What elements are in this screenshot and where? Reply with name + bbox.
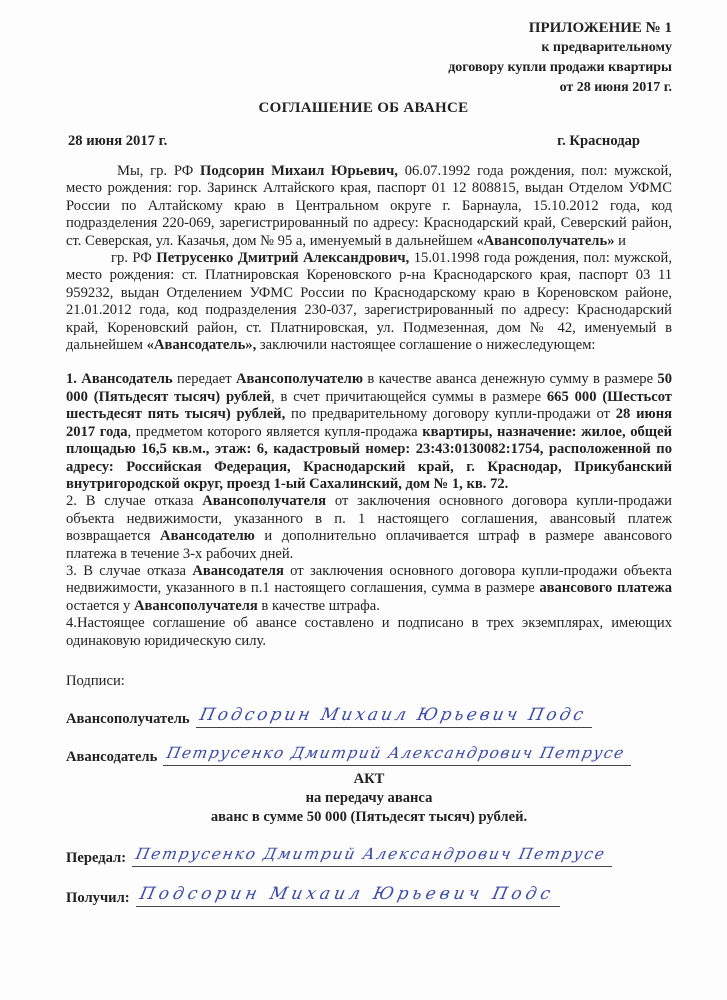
appendix-number: ПРИЛОЖЕНИЕ № 1: [528, 20, 672, 36]
text: авансового платежа: [539, 580, 673, 597]
text: Авансодателя: [192, 562, 284, 579]
document-city: г. Краснодар: [557, 133, 640, 149]
appendix-date: от 28 июня 2017 г.: [559, 80, 672, 95]
act-block: [66, 770, 672, 827]
clause-2: [66, 493, 672, 563]
transferred-signature-line: [132, 843, 612, 867]
text: Авансополучателя: [134, 597, 258, 614]
text: 1.: [66, 371, 82, 388]
text: заключили настоящее соглашение о нижеследующем:: [256, 337, 596, 354]
party-2-name: Петрусенко Дмитрий Александрович,: [156, 250, 410, 267]
text: в качестве аванса денежную сумму в размере: [363, 371, 658, 388]
act-subtitle: на передачу аванса: [305, 789, 433, 806]
text: 2. В случае отказа: [66, 493, 203, 510]
text: остается у: [66, 597, 134, 614]
text: Авансополучателю: [235, 371, 363, 388]
party-2-paragraph: [66, 250, 672, 354]
transferred-signature-row: [66, 843, 672, 867]
text: Мы, гр. РФ: [117, 163, 201, 179]
text: 15.01.1998 года рождения, пол: мужской, место рождения: ст. Платнировская Кореновского р-на Краснодарского края, паспорт 03 11 959232, выдан Отделением УФМС России по Краснодарскому краю в Кореновском районе, 21.01.2012 года, код подразделения 230-037, зарегистрированный по адресу: Краснодарский край, Кореновский район, ст. Платнировская, ул. Подмезенная, дом № 42, именуемый в дальнейшем: [66, 250, 673, 354]
text: Авансополучателя: [202, 493, 327, 510]
text: Авансодатель: [81, 371, 173, 388]
party-1-paragraph: [66, 163, 672, 250]
transferred-label: Передал:: [66, 849, 127, 866]
contract-date: 28 июня 2017 года: [66, 406, 673, 440]
document-title: СОГЛАШЕНИЕ ОБ АВАНСЕ: [258, 100, 469, 116]
document-date: 28 июня 2017 г.: [68, 133, 168, 149]
clause-3: [66, 563, 672, 615]
text: по предварительному договору купли-продажи от: [285, 406, 616, 423]
signatures-label: Подписи:: [66, 672, 125, 689]
act-title: АКТ: [353, 770, 385, 787]
text: , в счет причитающейся суммы в размере: [271, 388, 547, 405]
received-signature-row: [66, 883, 672, 907]
text: и: [614, 232, 626, 249]
recipient-signature-row: [66, 704, 672, 728]
text: от заключения основного договора купли-продажи объекта недвижимости, указанного в п.1 настоящего соглашения, сумма в размере: [66, 562, 672, 597]
appendix-header: [448, 18, 672, 98]
advance-amount: 50 000 (Пятьдесят тысяч) рублей: [66, 371, 673, 405]
document-flow: [66, 163, 672, 907]
party-2-role: «Авансодатель»,: [146, 337, 257, 354]
recipient-signature-line: [196, 704, 592, 728]
received-signature: Подсорин Михаил Юрьевич Подс: [137, 883, 556, 904]
text: 3. В случае отказа: [66, 562, 193, 579]
text: Авансодателю: [160, 528, 255, 545]
party-1-role: «Авансополучатель»: [476, 232, 615, 249]
giver-signature: Петрусенко Дмитрий Александрович Петрусе: [165, 743, 628, 762]
giver-signature-row: [66, 742, 672, 766]
giver-label: Авансодатель: [66, 748, 158, 765]
received-label: Получил:: [66, 889, 130, 906]
act-amount: аванс в сумме 50 000 (Пятьдесят тысяч) рублей.: [210, 808, 528, 825]
text: в качестве штрафа.: [257, 597, 380, 614]
recipient-label: Авансополучатель: [66, 710, 190, 727]
text: гр. РФ: [111, 250, 157, 267]
text: 06.07.1992 года рождения, пол: мужской, место рождения: гор. Заринск Алтайского края, паспорт 01 12 808815, выдан Отделом УФМС России по Алтайскому краю в Центральном округе г. Барнаула, 15.10.2012 года, код подразделения 220-069, зарегистрированный по адресу: Краснодарский край, Северский район, ст. Северская, ул. Казачья, дом № 95 а, именуемый в дальнейшем: [66, 163, 672, 249]
total-amount: 665 000 (Шестьсот шестьдесят пять тысяч) рублей,: [66, 388, 672, 423]
giver-signature-line: [163, 742, 631, 766]
clause-4: 4.Настоящее соглашение об авансе составлено и подписано в трех экземплярах, имеющих одинаковую юридическую силу.: [66, 615, 672, 649]
property-description: квартиры, назначение: жилое, общей площадью 16,5 кв.м., этаж: 6, кадастровый номер: 23:43:0130082:1754, расположенной по адресу: Российская Федерация, Краснодарский край, г. Краснодар, Прикубанский внутригородской округ, проезд 1-ый Сахалинский, дом № 1, кв. 72.: [66, 423, 672, 492]
text: от заключения основного договора купли-продажи объекта недвижимости, указанного в п. 1 настоящего соглашения, авансовый платеж возвращается: [66, 493, 672, 545]
party-1-name: Подсорин Михаил Юрьевич,: [200, 163, 398, 179]
agreement-body: [66, 163, 672, 650]
transferred-signature: Петрусенко Дмитрий Александрович Петрусе: [134, 844, 608, 863]
text: передает: [172, 371, 236, 388]
appendix-line: договору купли продажи квартиры: [448, 60, 672, 75]
text: , предметом которого является купля-продажа: [127, 423, 423, 440]
text: и дополнительно оплачивается штраф в размере авансового платежа в течение 3-х рабочих дней.: [66, 528, 672, 562]
appendix-line: к предварительному: [541, 40, 672, 55]
clause-1: [66, 371, 672, 493]
received-signature-line: [136, 883, 560, 907]
recipient-signature: Подсорин Михаил Юрьевич Подс: [197, 704, 588, 725]
